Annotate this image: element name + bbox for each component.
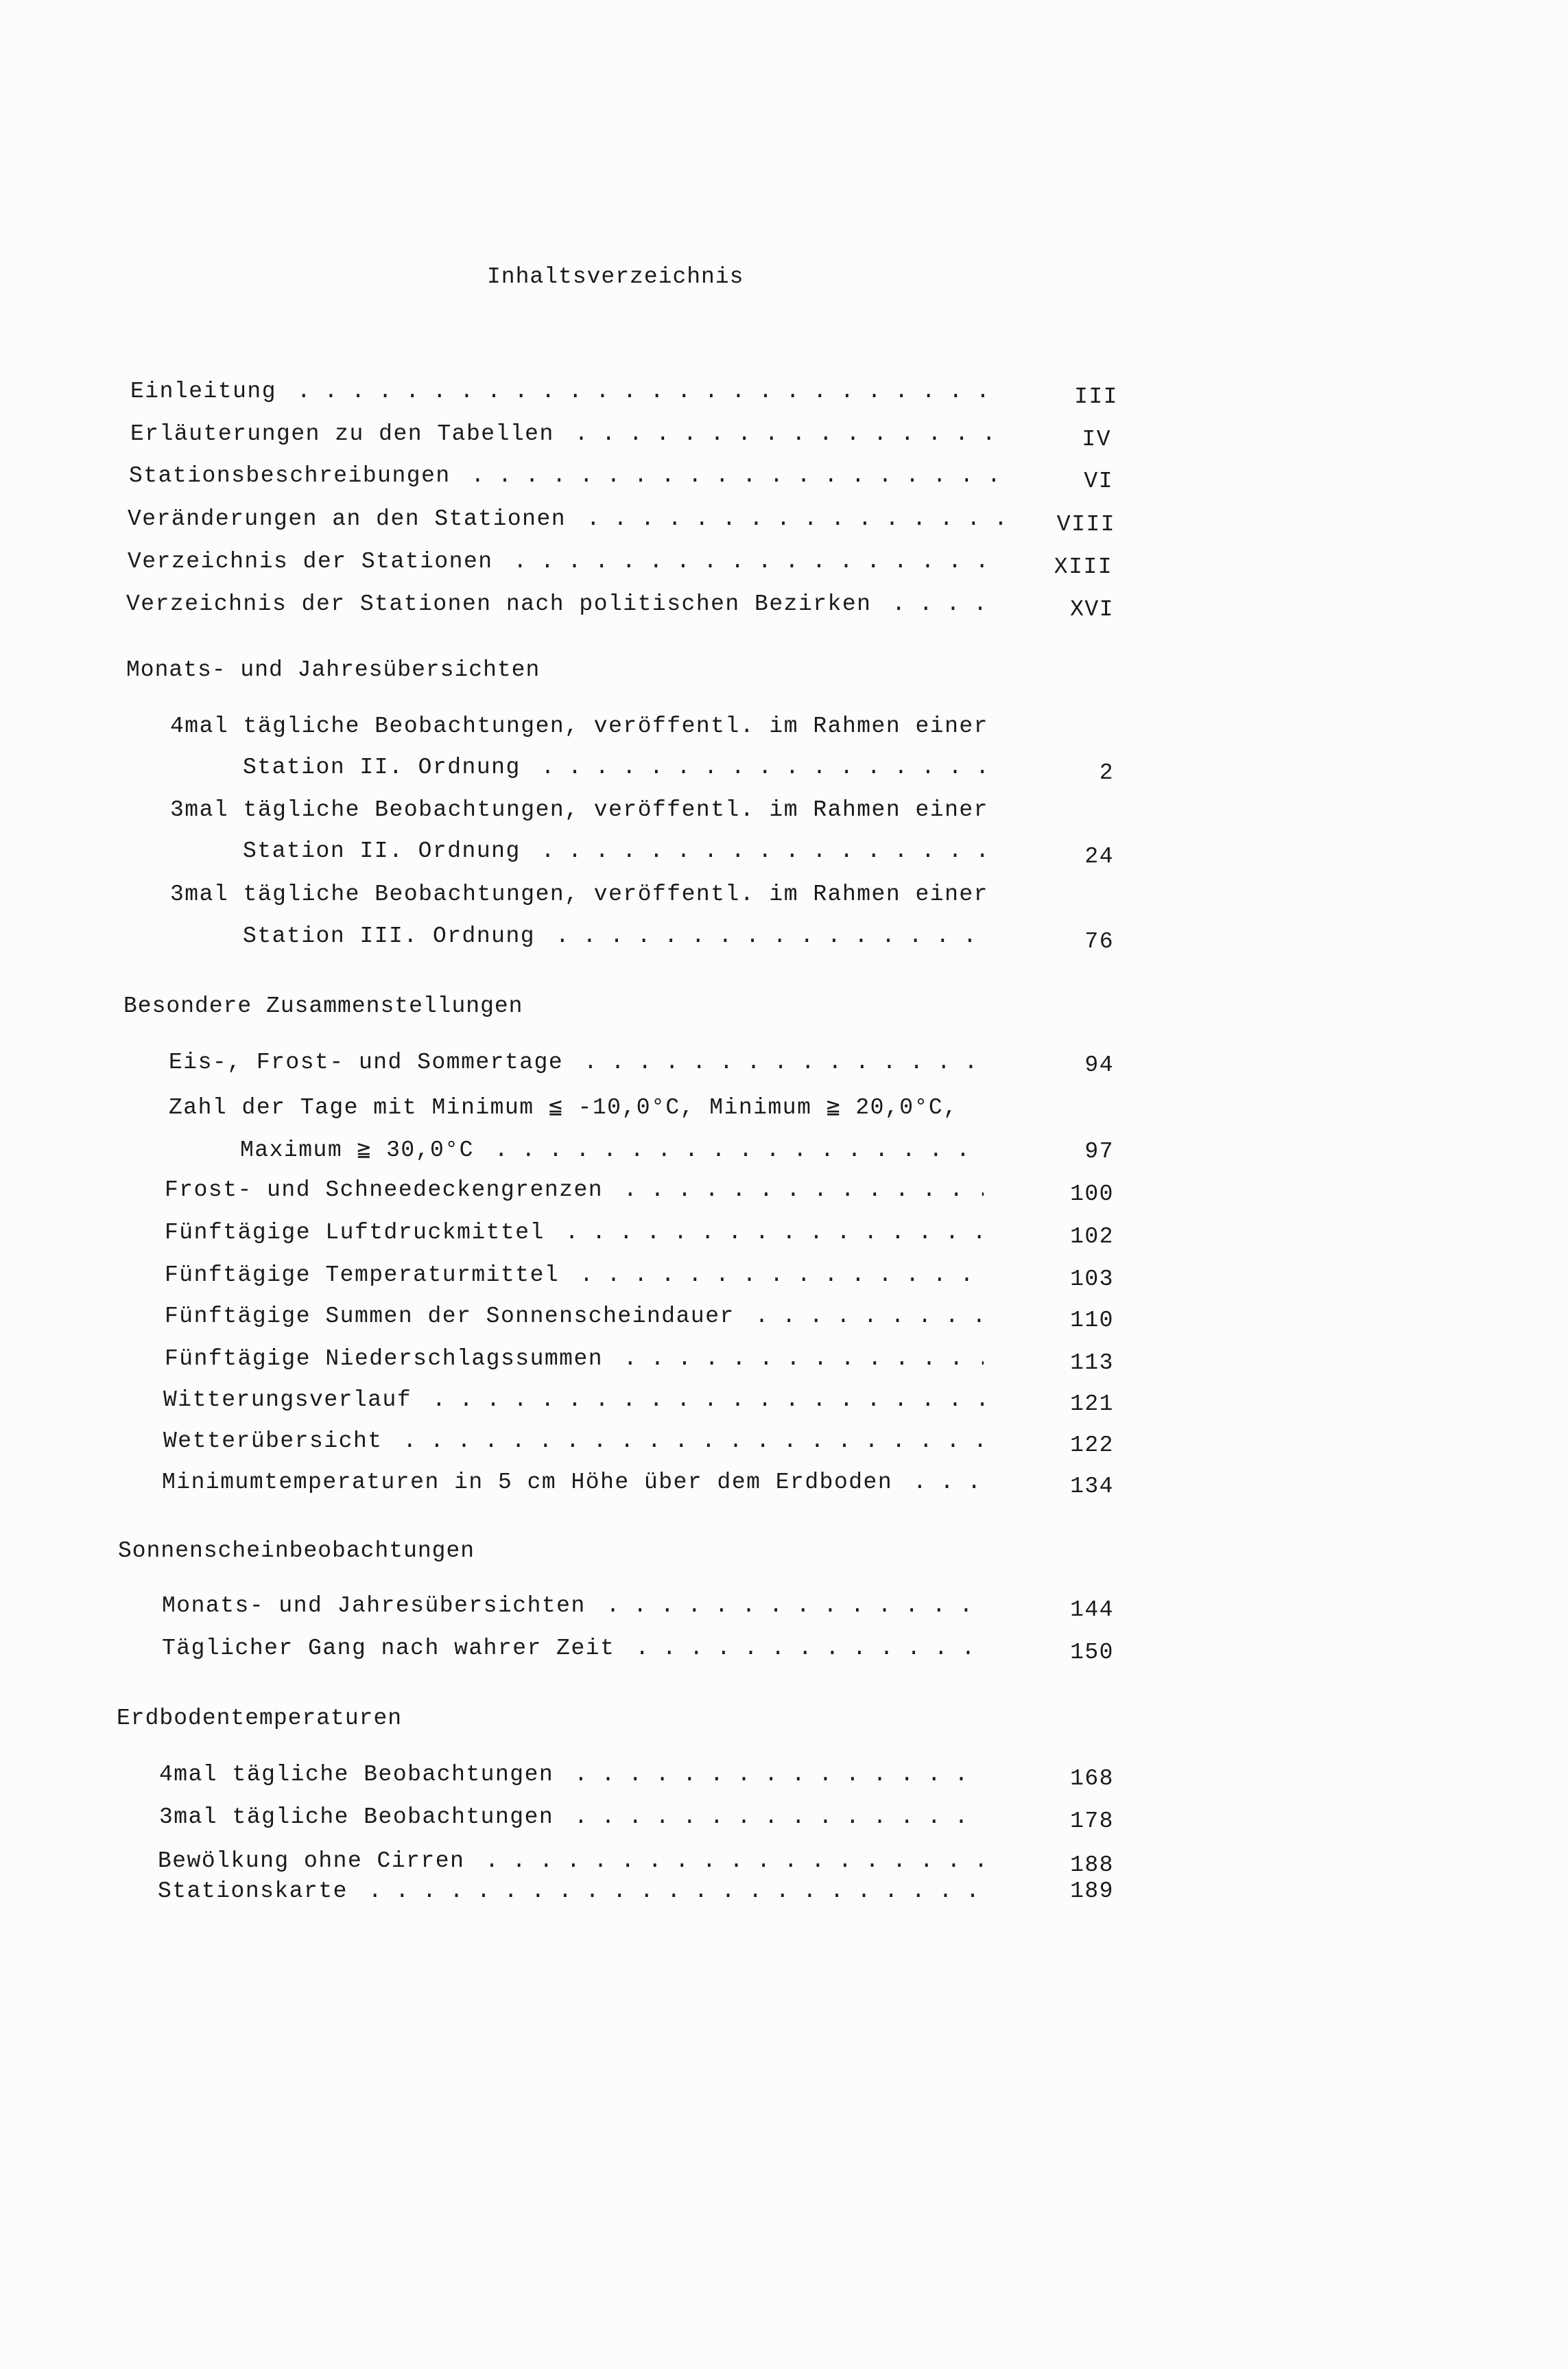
entry-label: Wetterübersicht	[163, 1428, 390, 1454]
toc-entry[interactable]	[158, 1848, 1114, 1880]
toc-entry[interactable]	[130, 379, 1118, 410]
entry-page: 24	[1084, 844, 1114, 869]
toc-entry-line1	[170, 714, 1062, 745]
entry-label: Täglicher Gang nach wahrer Zeit	[162, 1636, 621, 1661]
section-heading-erdboden: Erdbodentemperaturen	[117, 1706, 403, 1731]
entry-page: 168	[1070, 1766, 1114, 1791]
toc-entry[interactable]	[163, 1387, 1114, 1419]
entry-label: Veränderungen an den Stationen	[128, 506, 573, 532]
entry-label: Verzeichnis der Stationen nach politischen Bezirken	[126, 591, 878, 617]
entry-label: Fünftägige Summen der Sonnenscheindauer	[165, 1304, 741, 1329]
entry-page: XIII	[1054, 554, 1113, 580]
entry-label: Witterungsverlauf	[163, 1387, 418, 1413]
entry-page: 178	[1070, 1808, 1114, 1834]
entry-label: Eis-, Frost- und Sommertage	[169, 1050, 570, 1075]
entry-label: 4mal tägliche Beobachtungen, veröffentl. im Rahmen einer	[170, 714, 988, 739]
entry-label: Fünftägige Luftdruckmittel	[165, 1220, 551, 1245]
entry-page: 97	[1084, 1139, 1114, 1164]
entry-page: 189	[1070, 1878, 1114, 1904]
entry-label: Maximum ≧ 30,0°C	[240, 1138, 481, 1163]
toc-entry[interactable]	[162, 1636, 1114, 1667]
entry-page: 94	[1084, 1052, 1114, 1078]
toc-entry-line1	[170, 882, 1062, 913]
entry-label: Station II. Ordnung	[243, 755, 527, 780]
toc-entry[interactable]	[129, 463, 1113, 495]
entry-label: Minimumtemperaturen in 5 cm Höhe über dem Erdboden	[162, 1470, 899, 1495]
toc-entry-line1	[169, 1092, 1060, 1124]
entry-label: Station II. Ordnung	[243, 838, 527, 864]
entry-page: 102	[1070, 1224, 1114, 1249]
page-title: Inhaltsverzeichnis	[487, 264, 744, 290]
entry-label: Verzeichnis der Stationen	[128, 549, 500, 574]
section-heading-monats: Monats- und Jahresübersichten	[126, 657, 541, 683]
toc-entry[interactable]	[243, 755, 1114, 786]
toc-entry[interactable]	[128, 506, 1115, 538]
toc-entry[interactable]	[162, 1593, 1114, 1625]
entry-page: 100	[1070, 1181, 1114, 1207]
entry-label: 3mal tägliche Beobachtungen	[159, 1804, 560, 1830]
entry-label: Bewölkung ohne Cirren	[158, 1848, 471, 1874]
toc-entry-line1	[170, 797, 1062, 829]
entry-label: Station III. Ordnung	[243, 923, 542, 949]
entry-label: 3mal tägliche Beobachtungen, veröffentl. im Rahmen einer	[170, 882, 988, 907]
toc-entry[interactable]	[165, 1346, 1114, 1378]
toc-entry[interactable]	[165, 1262, 1114, 1294]
toc-entry[interactable]	[128, 549, 1113, 580]
toc-entry[interactable]	[165, 1304, 1114, 1335]
entry-label: Erläuterungen zu den Tabellen	[130, 421, 561, 447]
toc-entry[interactable]	[243, 838, 1114, 870]
entry-label: 4mal tägliche Beobachtungen	[159, 1762, 560, 1787]
entry-page: 188	[1070, 1852, 1114, 1878]
entry-page: 122	[1070, 1433, 1114, 1458]
entry-page: 110	[1070, 1308, 1114, 1333]
entry-page: 121	[1070, 1391, 1114, 1417]
entry-label: Einleitung	[130, 379, 283, 404]
entry-page: 144	[1070, 1597, 1114, 1623]
entry-page: 150	[1070, 1640, 1114, 1665]
entry-page: 134	[1070, 1474, 1114, 1499]
toc-entry[interactable]	[165, 1220, 1114, 1251]
entry-label: Fünftägige Niederschlagssummen	[165, 1346, 610, 1371]
toc-entry[interactable]	[163, 1428, 1114, 1460]
entry-page: 103	[1070, 1266, 1114, 1292]
entry-page: VIII	[1056, 512, 1115, 537]
entry-page: 76	[1084, 929, 1114, 954]
entry-label: Zahl der Tage mit Minimum ≦ -10,0°C, Minimum ≧ 20,0°C,	[169, 1095, 958, 1120]
toc-entry[interactable]	[159, 1762, 1114, 1793]
entry-page: VI	[1084, 469, 1113, 494]
entry-label: Fünftägige Temperaturmittel	[165, 1262, 566, 1288]
entry-page: XVI	[1070, 597, 1114, 622]
entry-label: Frost- und Schneedeckengrenzen	[165, 1177, 610, 1203]
entry-page: IV	[1082, 427, 1111, 452]
entry-label: Stationskarte	[158, 1878, 355, 1904]
section-heading-sonnenschein: Sonnenscheinbeobachtungen	[118, 1538, 475, 1564]
toc-entry[interactable]	[240, 1135, 1114, 1166]
toc-entry[interactable]	[169, 1050, 1114, 1081]
toc-entry[interactable]	[158, 1878, 1114, 1910]
toc-entry[interactable]	[130, 421, 1111, 453]
section-heading-besondere: Besondere Zusammenstellungen	[123, 993, 523, 1019]
entry-page: 2	[1099, 760, 1114, 786]
toc-entry[interactable]	[159, 1804, 1114, 1836]
toc-entry[interactable]	[243, 923, 1114, 955]
entry-label: Stationsbeschreibungen	[129, 463, 458, 488]
toc-entry[interactable]	[165, 1177, 1114, 1209]
toc-entry[interactable]	[126, 591, 1114, 623]
entry-label: 3mal tägliche Beobachtungen, veröffentl. im Rahmen einer	[170, 797, 988, 823]
entry-page: 113	[1070, 1350, 1114, 1376]
entry-label: Monats- und Jahresübersichten	[162, 1593, 593, 1618]
entry-page: III	[1074, 384, 1118, 410]
toc-entry[interactable]	[162, 1470, 1114, 1501]
